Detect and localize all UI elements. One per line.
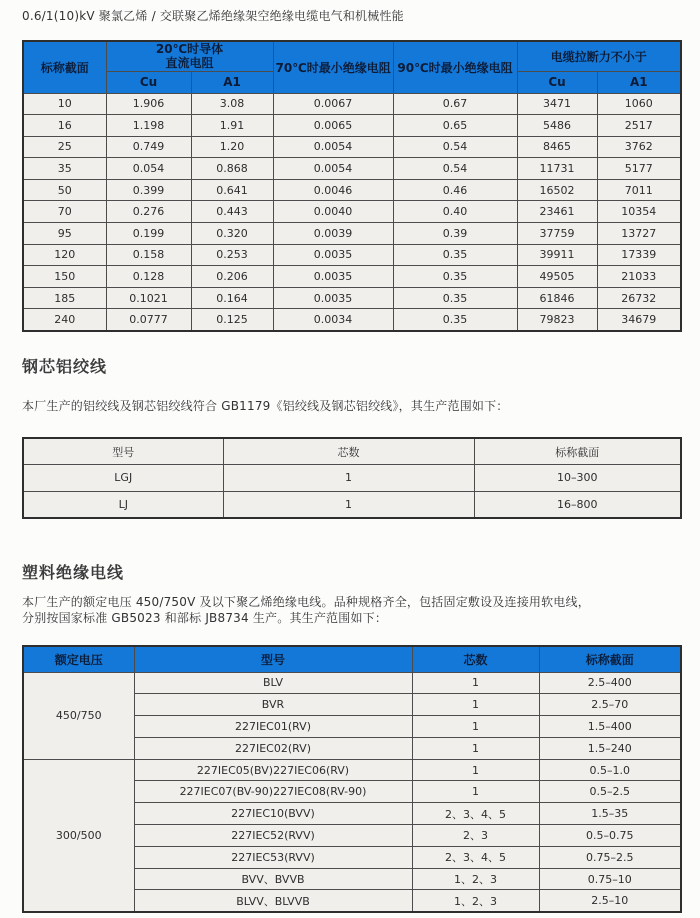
table-cell: 0.40 [393, 201, 517, 223]
table-row [23, 93, 681, 115]
table-cell: 2517 [597, 115, 681, 137]
table-cell: 0.75–10 [539, 868, 681, 890]
table-cell: 1 [223, 465, 474, 492]
table-cell: 1 [412, 672, 539, 694]
table-cell: 0.749 [106, 136, 191, 158]
table-cell: 0.0054 [273, 158, 393, 180]
table-row [23, 115, 681, 137]
table-cell: 0.125 [191, 309, 273, 331]
voltage-group-cell: 450/750 [23, 672, 134, 759]
table-cell: 0.320 [191, 223, 273, 245]
table-row [23, 287, 681, 309]
table-cell: 0.46 [393, 179, 517, 201]
table-cell: 0.65 [393, 115, 517, 137]
table-row [23, 491, 681, 518]
voltage-group-cell: 300/500 [23, 759, 134, 912]
plastic-wire-table [22, 645, 682, 913]
table-cell: 0.0035 [273, 244, 393, 266]
table-cell: 2、3 [412, 825, 539, 847]
col-header-nominal-section: 标称截面 [23, 41, 106, 93]
table-cell: 16 [23, 115, 106, 137]
table-cell: 0.0046 [273, 179, 393, 201]
table-cell: 49505 [517, 266, 597, 288]
table-cell: 0.0054 [273, 136, 393, 158]
acsr-col-model: 型号 [23, 438, 223, 465]
table-cell: LJ [23, 491, 223, 518]
table-cell: 0.0035 [273, 266, 393, 288]
table-cell: 3471 [517, 93, 597, 115]
table-cell: 3762 [597, 136, 681, 158]
dc-resistance-line2: 直流电阻 [165, 56, 214, 71]
table-cell: 0.0034 [273, 309, 393, 331]
table-cell: 0.0777 [106, 309, 191, 331]
table-cell: 0.399 [106, 179, 191, 201]
col-header-al-force: A1 [597, 71, 681, 93]
table-cell: 0.5–0.75 [539, 825, 681, 847]
table-cell: 2、3、4、5 [412, 803, 539, 825]
table-cell: 79823 [517, 309, 597, 331]
table-cell: 5486 [517, 115, 597, 137]
col-header-min-insulation-90: 90℃时最小绝缘电阻 [393, 41, 517, 93]
table-cell: 1.906 [106, 93, 191, 115]
table-cell: 23461 [517, 201, 597, 223]
table-cell: 1.198 [106, 115, 191, 137]
table-cell: 1 [412, 781, 539, 803]
table-row [23, 179, 681, 201]
col-header-min-insulation-70: 70℃时最小绝缘电阻 [273, 41, 393, 93]
table-cell: 1 [412, 716, 539, 738]
table-row [23, 465, 681, 492]
table-cell: 1.5–240 [539, 737, 681, 759]
table-cell: 1 [412, 759, 539, 781]
table-cell: 16–800 [474, 491, 681, 518]
table-row [23, 672, 681, 694]
table-cell: 0.276 [106, 201, 191, 223]
table-cell: 150 [23, 266, 106, 288]
table-cell: 227IEC52(RVV) [134, 825, 412, 847]
table-cell: 0.0039 [273, 223, 393, 245]
table-cell: 39911 [517, 244, 597, 266]
table-cell: 0.054 [106, 158, 191, 180]
table-cell: 1 [412, 737, 539, 759]
table-cell: 8465 [517, 136, 597, 158]
table-cell: BVV、BVVB [134, 868, 412, 890]
plastic-col-cores: 芯数 [412, 646, 539, 672]
table-cell: 1、2、3 [412, 868, 539, 890]
table-cell: BVR [134, 694, 412, 716]
table-cell: 5177 [597, 158, 681, 180]
table-cell: 11731 [517, 158, 597, 180]
table-cell: 13727 [597, 223, 681, 245]
table-cell: 0.39 [393, 223, 517, 245]
table-row [23, 244, 681, 266]
table-cell: 0.0067 [273, 93, 393, 115]
plastic-desc-line1: 本厂生产的额定电压 450/750V 及以下聚乙烯绝缘电线。品种规格齐全，包括固定敷设及连接用软电线， [22, 595, 590, 609]
table-cell: 120 [23, 244, 106, 266]
cable-table-body [23, 93, 681, 331]
table-row [23, 158, 681, 180]
table-cell: 0.641 [191, 179, 273, 201]
table-cell: 0.868 [191, 158, 273, 180]
section-desc-acsr: 本厂生产的铝绞线及钢芯铝绞线符合 GB1179《铝绞线及钢芯铝绞线》，其生产范围如下： [22, 399, 509, 413]
table-cell: 0.199 [106, 223, 191, 245]
table-cell: 35 [23, 158, 106, 180]
table-cell: 0.35 [393, 244, 517, 266]
plastic-table-body [23, 672, 681, 912]
table-cell: 2.5–70 [539, 694, 681, 716]
table-cell: 0.5–1.0 [539, 759, 681, 781]
table-cell: BLV [134, 672, 412, 694]
table-cell: 0.75–2.5 [539, 846, 681, 868]
table-cell: 25 [23, 136, 106, 158]
table-cell: 1、2、3 [412, 890, 539, 912]
table-row [23, 759, 681, 781]
table-cell: 1 [412, 694, 539, 716]
table-cell: 227IEC53(RVV) [134, 846, 412, 868]
table-cell: 0.253 [191, 244, 273, 266]
col-header-breaking-force: 电缆拉断力不小于 [517, 41, 681, 71]
table-cell: 0.206 [191, 266, 273, 288]
table-cell: 10–300 [474, 465, 681, 492]
table-cell: 7011 [597, 179, 681, 201]
table-cell: 61846 [517, 287, 597, 309]
table-cell: 1.20 [191, 136, 273, 158]
table-cell: 2.5–400 [539, 672, 681, 694]
acsr-table [22, 437, 682, 519]
acsr-col-cores: 芯数 [223, 438, 474, 465]
table-cell: 1.91 [191, 115, 273, 137]
section-heading-acsr: 钢芯铝绞线 [22, 357, 108, 376]
table-cell: 0.35 [393, 287, 517, 309]
table-row [23, 266, 681, 288]
table-cell: 0.0065 [273, 115, 393, 137]
table-cell: 3.08 [191, 93, 273, 115]
table-row [23, 201, 681, 223]
table-row [23, 309, 681, 331]
table-cell: 10354 [597, 201, 681, 223]
table-cell: 26732 [597, 287, 681, 309]
table-cell: 0.54 [393, 158, 517, 180]
section-heading-plastic: 塑料绝缘电线 [22, 563, 125, 582]
table-cell: 1 [223, 491, 474, 518]
col-header-dc-resistance [106, 41, 273, 71]
plastic-col-section: 标称截面 [539, 646, 681, 672]
table-cell: 16502 [517, 179, 597, 201]
plastic-desc-line2: 分别按国家标准 GB5023 和部标 JB8734 生产。其生产范围如下： [22, 610, 388, 625]
table-cell: 0.5–2.5 [539, 781, 681, 803]
table-cell: 227IEC02(RV) [134, 737, 412, 759]
col-header-cu-resistance: Cu [106, 71, 191, 93]
plastic-col-model: 型号 [134, 646, 412, 672]
table-cell: 0.54 [393, 136, 517, 158]
table-cell: 2、3、4、5 [412, 846, 539, 868]
dc-resistance-line1: 20℃时导体 [155, 42, 224, 57]
table-cell: 227IEC10(BVV) [134, 803, 412, 825]
acsr-table-body [23, 465, 681, 518]
doc-title: 0.6/1(10)kV 聚氯乙烯 / 交联聚乙烯绝缘架空绝缘电缆电气和机械性能 [22, 9, 404, 23]
table-cell: 0.67 [393, 93, 517, 115]
table-row [23, 223, 681, 245]
table-cell: 185 [23, 287, 106, 309]
table-cell: 0.35 [393, 309, 517, 331]
table-cell: 2.5–10 [539, 890, 681, 912]
table-cell: 0.35 [393, 266, 517, 288]
table-cell: 0.164 [191, 287, 273, 309]
plastic-col-voltage: 额定电压 [23, 646, 134, 672]
table-cell: 0.0040 [273, 201, 393, 223]
cable-performance-table [22, 40, 682, 332]
table-cell: 0.158 [106, 244, 191, 266]
table-cell: 1.5–35 [539, 803, 681, 825]
table-cell: 227IEC05(BV)227IEC06(RV) [134, 759, 412, 781]
table-cell: 0.128 [106, 266, 191, 288]
col-header-cu-force: Cu [517, 71, 597, 93]
table-cell: 37759 [517, 223, 597, 245]
table-cell: 0.1021 [106, 287, 191, 309]
table-cell: 10 [23, 93, 106, 115]
col-header-al-resistance: A1 [191, 71, 273, 93]
table-cell: 70 [23, 201, 106, 223]
table-cell: 240 [23, 309, 106, 331]
section-desc-plastic [22, 595, 590, 626]
table-cell: 21033 [597, 266, 681, 288]
table-cell: 34679 [597, 309, 681, 331]
table-cell: 95 [23, 223, 106, 245]
acsr-col-section: 标称截面 [474, 438, 681, 465]
table-cell: 17339 [597, 244, 681, 266]
table-cell: BLVV、BLVVB [134, 890, 412, 912]
table-cell: 1.5–400 [539, 716, 681, 738]
table-cell: 0.0035 [273, 287, 393, 309]
table-cell: 227IEC07(BV-90)227IEC08(RV-90) [134, 781, 412, 803]
table-cell: 0.443 [191, 201, 273, 223]
table-cell: 1060 [597, 93, 681, 115]
table-cell: 50 [23, 179, 106, 201]
table-cell: LGJ [23, 465, 223, 492]
table-row [23, 136, 681, 158]
table-cell: 227IEC01(RV) [134, 716, 412, 738]
